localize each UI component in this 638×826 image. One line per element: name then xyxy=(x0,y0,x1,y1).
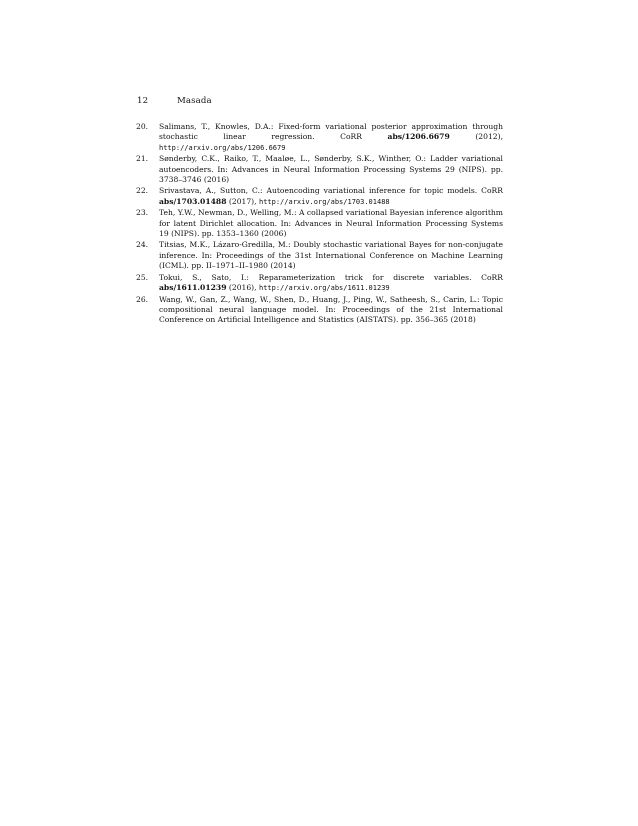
reference-id: abs/1206.6679 xyxy=(387,132,450,142)
reference-number: 25. xyxy=(136,272,149,282)
reference-number: 24. xyxy=(136,240,149,250)
reference-text: Tokui, S., Sato, I.: Reparameterization trick for discrete variables. CoRR xyxy=(159,272,503,282)
reference-item xyxy=(136,186,503,207)
page-header xyxy=(137,96,212,106)
reference-number: 22. xyxy=(136,186,149,196)
reference-year: (2016), xyxy=(226,283,259,293)
reference-id: abs/1703.01488 xyxy=(159,196,227,206)
reference-number: 20. xyxy=(136,122,149,131)
reference-text: Srivastava, A., Sutton, C.: Autoencoding variational inference for topic models. CoRR xyxy=(159,186,503,196)
reference-item xyxy=(136,295,503,326)
reference-url-link[interactable]: http://arxiv.org/abs/1703.01488 xyxy=(258,197,390,206)
reference-text: Teh, Y.W., Newman, D., Welling, M.: A collapsed variational Bayesian inference algorithm for latent Dirichlet allocation. In: Advances in Neural Information Processing Systems 19 (NIPS). pp. 1353–1360 (2006) xyxy=(159,208,503,239)
reference-text: Wang, W., Gan, Z., Wang, W., Shen, D., Huang, J., Ping, W., Satheesh, S., Carin, L.: Topic compositional neural language model. In: Proceedings of the 21st International Conference on Artificial Intelligence and Statistics (AISTATS). pp. 356–365 (2018) xyxy=(159,294,503,325)
reference-id: abs/1611.01239 xyxy=(159,283,227,293)
reference-year: (2017), xyxy=(226,196,259,206)
reference-item xyxy=(136,122,503,153)
reference-text: Titsias, M.K., Lázaro-Gredilla, M.: Doubly stochastic variational Bayes for non-conjugate inference. In: Proceedings of the 31st International Conference on Machine Learning (ICML). pp. II–1971–II–1980 (2014) xyxy=(159,240,503,271)
reference-number: 26. xyxy=(136,294,149,304)
reference-text: Salimans, T., Knowles, D.A.: Fixed-form variational posterior approximation through stochastic linear regression. CoRR xyxy=(159,122,503,142)
reference-list xyxy=(136,122,503,327)
page-number: 12 xyxy=(137,96,149,106)
reference-url-link[interactable]: http://arxiv.org/abs/1611.01239 xyxy=(258,284,390,293)
reference-number: 21. xyxy=(136,154,149,164)
reference-item xyxy=(136,240,503,271)
reference-year: (2012), xyxy=(449,132,503,142)
reference-text: Sønderby, C.K., Raiko, T., Maaløe, L., Sønderby, S.K., Winther, O.: Ladder variational autoencoders. In: Advances in Neural Information Processing Systems 29 (NIPS). pp. 3738–3746 (2016) xyxy=(159,154,503,185)
reference-item xyxy=(136,273,503,294)
reference-number: 23. xyxy=(136,208,149,218)
reference-url-link[interactable]: http://arxiv.org/abs/1206.6679 xyxy=(159,143,286,152)
running-title: Masada xyxy=(177,96,212,106)
reference-item xyxy=(136,208,503,239)
reference-item xyxy=(136,154,503,185)
